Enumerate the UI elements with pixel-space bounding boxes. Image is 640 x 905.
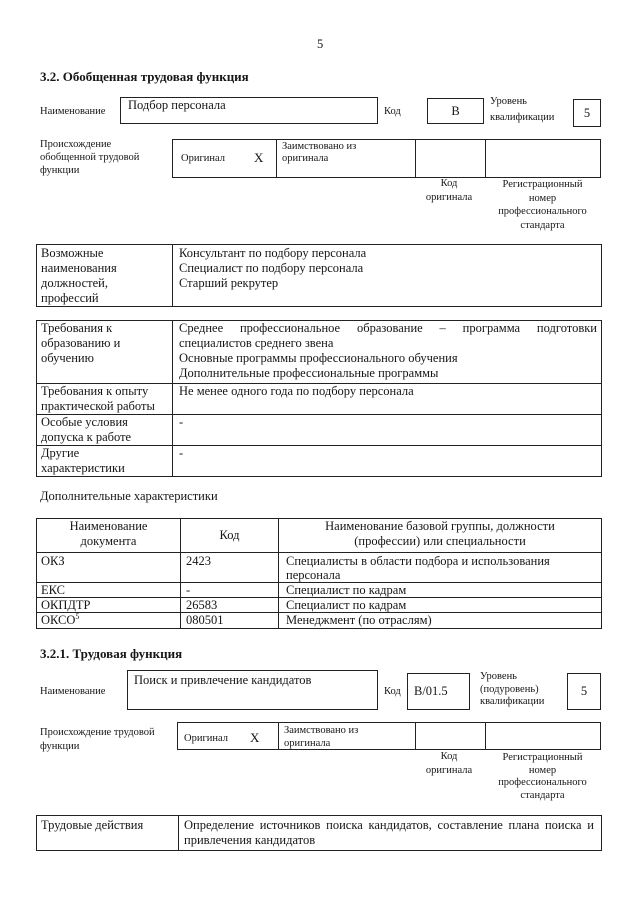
gf-origin-original-cell <box>173 140 276 177</box>
name-cell <box>279 553 602 583</box>
gf-code-value: B <box>451 104 460 118</box>
table-row <box>37 415 602 446</box>
other-label-cell <box>37 446 173 477</box>
lf-origin-reg-caption <box>484 752 601 802</box>
table-row <box>37 598 602 613</box>
gf-origin-borrowed-label-line: оригинала <box>282 153 329 164</box>
gf-level-label-line: Уровень <box>490 96 527 107</box>
education-label-cell <box>37 321 173 384</box>
code-value: 26583 <box>186 598 218 612</box>
labor-actions-label-cell <box>37 816 179 851</box>
lf-code-box <box>407 673 470 710</box>
column-header-line: документа <box>80 534 137 548</box>
requirement-label-line: Особые условия <box>41 415 128 429</box>
requirement-label-line: Требования к <box>41 321 113 335</box>
code-cell <box>181 598 279 613</box>
name-cell <box>279 613 602 629</box>
experience-value-cell <box>173 384 602 415</box>
lf-level-box <box>567 673 601 710</box>
labor-actions-value-cell <box>179 816 602 851</box>
table-header-row <box>37 519 602 553</box>
lf-code-label: Код <box>384 686 401 697</box>
column-header-code <box>181 519 279 553</box>
lf-origin-label-line: функции <box>40 741 80 752</box>
lf-origin-label <box>40 726 155 754</box>
gf-origin-original-label: Оригинал <box>181 153 225 164</box>
gf-level-label <box>490 94 554 126</box>
positions-label-line: должностей, <box>41 276 108 290</box>
gf-level-value: 5 <box>583 106 591 120</box>
caption-line: профессионального <box>498 206 587 217</box>
table-row <box>37 553 602 583</box>
gf-origin-table <box>172 139 601 178</box>
doc-value: ЕКС <box>41 583 65 597</box>
gf-name-box <box>120 97 378 124</box>
table-row <box>37 583 602 598</box>
lf-origin-original-cell <box>178 723 278 749</box>
other-value-cell <box>173 446 602 477</box>
gf-origin-borrowed-cell <box>276 140 415 177</box>
gf-origin-original-mark: X <box>254 150 264 165</box>
lf-name-value: Поиск и привлечение кандидатов <box>134 673 312 687</box>
admission-value: - <box>179 415 184 429</box>
lf-origin-code-cell <box>415 723 485 749</box>
requirements-table <box>36 320 602 477</box>
positions-table <box>36 244 602 307</box>
code-value: 2423 <box>186 554 211 568</box>
lf-origin-borrowed-cell <box>278 723 415 749</box>
caption-line: Код <box>440 751 458 762</box>
doc-value: ОКСО <box>41 613 76 627</box>
gf-origin-code-caption <box>414 177 484 205</box>
positions-label-cell <box>37 245 173 307</box>
requirement-label-line: Требования к опыту <box>41 384 149 398</box>
positions-value-cell <box>173 245 602 307</box>
gf-origin-code-cell <box>415 140 485 177</box>
positions-label-line: наименования <box>41 261 117 275</box>
caption-line: Регистрационный <box>502 752 583 763</box>
education-line: Основные программы профессионального обучения <box>179 351 458 365</box>
gf-origin-reg-caption <box>484 178 601 232</box>
lf-code-value: B/01.5 <box>414 684 448 698</box>
doc-value: ОКЗ <box>41 554 65 568</box>
column-header-name <box>279 519 602 553</box>
lf-origin-reg-cell <box>485 723 600 749</box>
lf-origin-original-mark: X <box>250 730 260 745</box>
page-number: 5 <box>317 37 324 51</box>
code-cell <box>181 553 279 583</box>
name-line: Менеджмент (по отраслям) <box>286 613 432 627</box>
doc-value: ОКПДТР <box>41 598 91 612</box>
lf-origin-borrowed-label-line: оригинала <box>284 738 331 749</box>
additional-table <box>36 518 602 629</box>
lf-origin-table <box>177 722 601 750</box>
gf-origin-reg-cell <box>485 140 600 177</box>
positions-label-line: профессий <box>41 291 99 305</box>
labor-actions-label: Трудовые действия <box>41 818 144 832</box>
section-heading-labor-function: 3.2.1. Трудовая функция <box>40 646 183 661</box>
lf-level-label-line: (подуровень) <box>480 683 539 695</box>
position-title: Старший рекрутер <box>179 276 279 290</box>
admission-label-cell <box>37 415 173 446</box>
lf-origin-label-line: Происхождение трудовой <box>40 727 155 738</box>
section-heading-generalized-function: 3.2. Обобщенная трудовая функция <box>40 69 249 84</box>
additional-heading: Дополнительные характеристики <box>40 489 218 503</box>
labor-action-line: привлечения кандидатов <box>184 833 316 847</box>
code-value: - <box>186 583 191 597</box>
requirement-label-line: допуска к работе <box>41 430 132 444</box>
gf-origin-borrowed-label-line: Заимствовано из <box>282 141 357 152</box>
requirement-label-line: практической работы <box>41 399 155 413</box>
name-line: Специалист по кадрам <box>286 583 407 597</box>
caption-line: стандарта <box>520 789 565 801</box>
education-line: Среднее профессиональное образование – программа подготовки <box>179 321 597 335</box>
table-row <box>37 384 602 415</box>
gf-level-box <box>573 99 601 127</box>
education-line: Дополнительные профессиональные программы <box>179 366 439 380</box>
caption-line: номер <box>528 764 557 776</box>
code-cell <box>181 613 279 629</box>
code-value: 080501 <box>186 613 224 627</box>
caption-line: оригинала <box>425 192 473 203</box>
lf-origin-code-caption <box>414 750 484 778</box>
caption-line: Код <box>440 178 458 189</box>
gf-name-value: Подбор персонала <box>128 98 226 112</box>
doc-cell <box>37 553 181 583</box>
lf-origin-original-label: Оригинал <box>184 733 228 744</box>
position-title: Специалист по подбору персонала <box>179 261 364 275</box>
lf-name-label: Наименование <box>40 686 106 697</box>
table-row <box>37 321 602 384</box>
lf-level-value: 5 <box>580 684 588 698</box>
gf-level-label-line: квалификации <box>490 112 555 123</box>
lf-name-box <box>127 670 378 710</box>
requirement-label-line: образованию и <box>41 336 121 350</box>
education-line: специалистов среднего звена <box>179 336 334 350</box>
gf-origin-label-line: Происхождение <box>40 139 112 150</box>
doc-cell <box>37 583 181 598</box>
gf-origin-label <box>40 138 139 177</box>
lf-level-label-line: квалификации <box>480 696 545 707</box>
other-value: - <box>179 446 184 460</box>
position-title: Консультант по подбору персонала <box>179 246 367 260</box>
caption-line: стандарта <box>520 219 565 231</box>
column-header-document <box>37 519 181 553</box>
admission-value-cell <box>173 415 602 446</box>
caption-line: номер <box>528 192 557 204</box>
caption-line: профессионального <box>498 777 587 788</box>
name-line: Специалист по кадрам <box>286 598 407 612</box>
table-row <box>37 446 602 477</box>
lf-level-label <box>480 671 544 709</box>
caption-line: Регистрационный <box>502 179 583 190</box>
column-header-line: Наименование <box>69 519 148 533</box>
doc-cell <box>37 613 181 629</box>
lf-origin-borrowed-label-line: Заимствовано из <box>284 725 359 736</box>
gf-name-label: Наименование <box>40 106 106 117</box>
caption-line: оригинала <box>425 765 473 776</box>
name-line: персонала <box>286 568 341 582</box>
lf-level-label-line: Уровень <box>480 671 517 682</box>
name-line: Специалисты в области подбора и использования <box>286 554 550 568</box>
positions-label-line: Возможные <box>41 246 104 260</box>
labor-action-line: Определение источников поиска кандидатов, составление плана поиска и <box>184 818 594 832</box>
gf-code-box <box>427 98 484 124</box>
requirement-label-line: обучению <box>41 351 94 365</box>
column-header-line: Наименование базовой группы, должности <box>325 519 555 533</box>
table-row <box>37 816 602 851</box>
name-cell <box>279 583 602 598</box>
labor-actions-table <box>36 815 602 851</box>
column-header-line: (профессии) или специальности <box>354 534 526 548</box>
experience-label-cell <box>37 384 173 415</box>
table-row <box>37 245 602 307</box>
gf-origin-label-line: функции <box>40 165 80 176</box>
education-value-cell <box>173 321 602 384</box>
column-header-line: Код <box>219 528 240 542</box>
doc-cell <box>37 598 181 613</box>
code-cell <box>181 583 279 598</box>
gf-code-label: Код <box>384 106 401 117</box>
requirement-label-line: Другие <box>41 446 80 460</box>
footnote-marker: 5 <box>75 612 80 621</box>
requirement-label-line: характеристики <box>41 461 125 475</box>
experience-value: Не менее одного года по подбору персонала <box>179 384 414 398</box>
gf-origin-label-line: обобщенной трудовой <box>40 152 140 163</box>
table-row <box>37 613 602 629</box>
name-cell <box>279 598 602 613</box>
